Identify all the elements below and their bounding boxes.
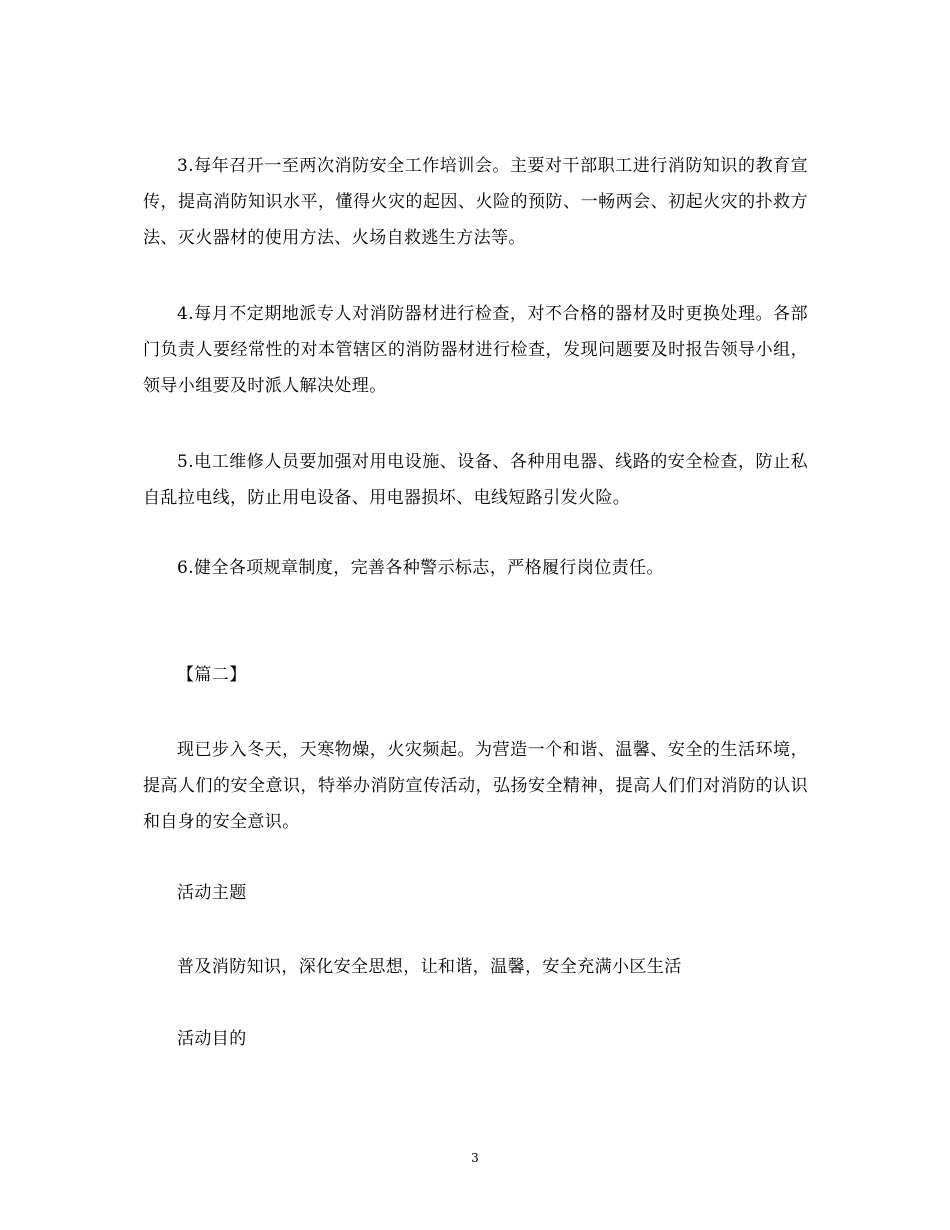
theme-heading: 活动主题 xyxy=(177,883,247,903)
paragraph-item-4: 4.每月不定期地派专人对消防器材进行检查，对不合格的器材及时更换处理。各部门负责人要经常性的对本管辖区的消防器材进行检查，发现问题要及时报告领导小组，领导小组要及时派人解决处理。 xyxy=(143,304,808,396)
paragraph-item-6: 6.健全各项规章制度，完善各种警示标志，严格履行岗位责任。 xyxy=(177,558,664,578)
paragraph-item-5: 5.电工维修人员要加强对用电设施、设备、各种用电器、线路的安全检查，防止私自乱拉电线，防止用电设备、用电器损坏、电线短路引发火险。 xyxy=(143,452,808,508)
section-title: 【篇二】 xyxy=(177,665,247,685)
theme-text: 普及消防知识，深化安全思想，让和谐，温馨，安全充满小区生活 xyxy=(177,957,682,977)
purpose-heading: 活动目的 xyxy=(177,1029,247,1049)
intro-paragraph: 现已步入冬天，天寒物燥，火灾频起。为营造一个和谐、温馨、安全的生活环境，提高人们的安全意识，特举办消防宣传活动，弘扬安全精神，提高人们们对消防的认识和自身的安全意识。 xyxy=(143,740,808,832)
paragraph-item-3: 3.每年召开一至两次消防安全工作培训会。主要对干部职工进行消防知识的教育宣传，提高消防知识水平，懂得火灾的起因、火险的预防、一畅两会、初起火灾的扑救方法、灭火器材的使用方法、火场自救逃生方法等。 xyxy=(143,156,808,248)
page-number: 3 xyxy=(471,1151,479,1165)
